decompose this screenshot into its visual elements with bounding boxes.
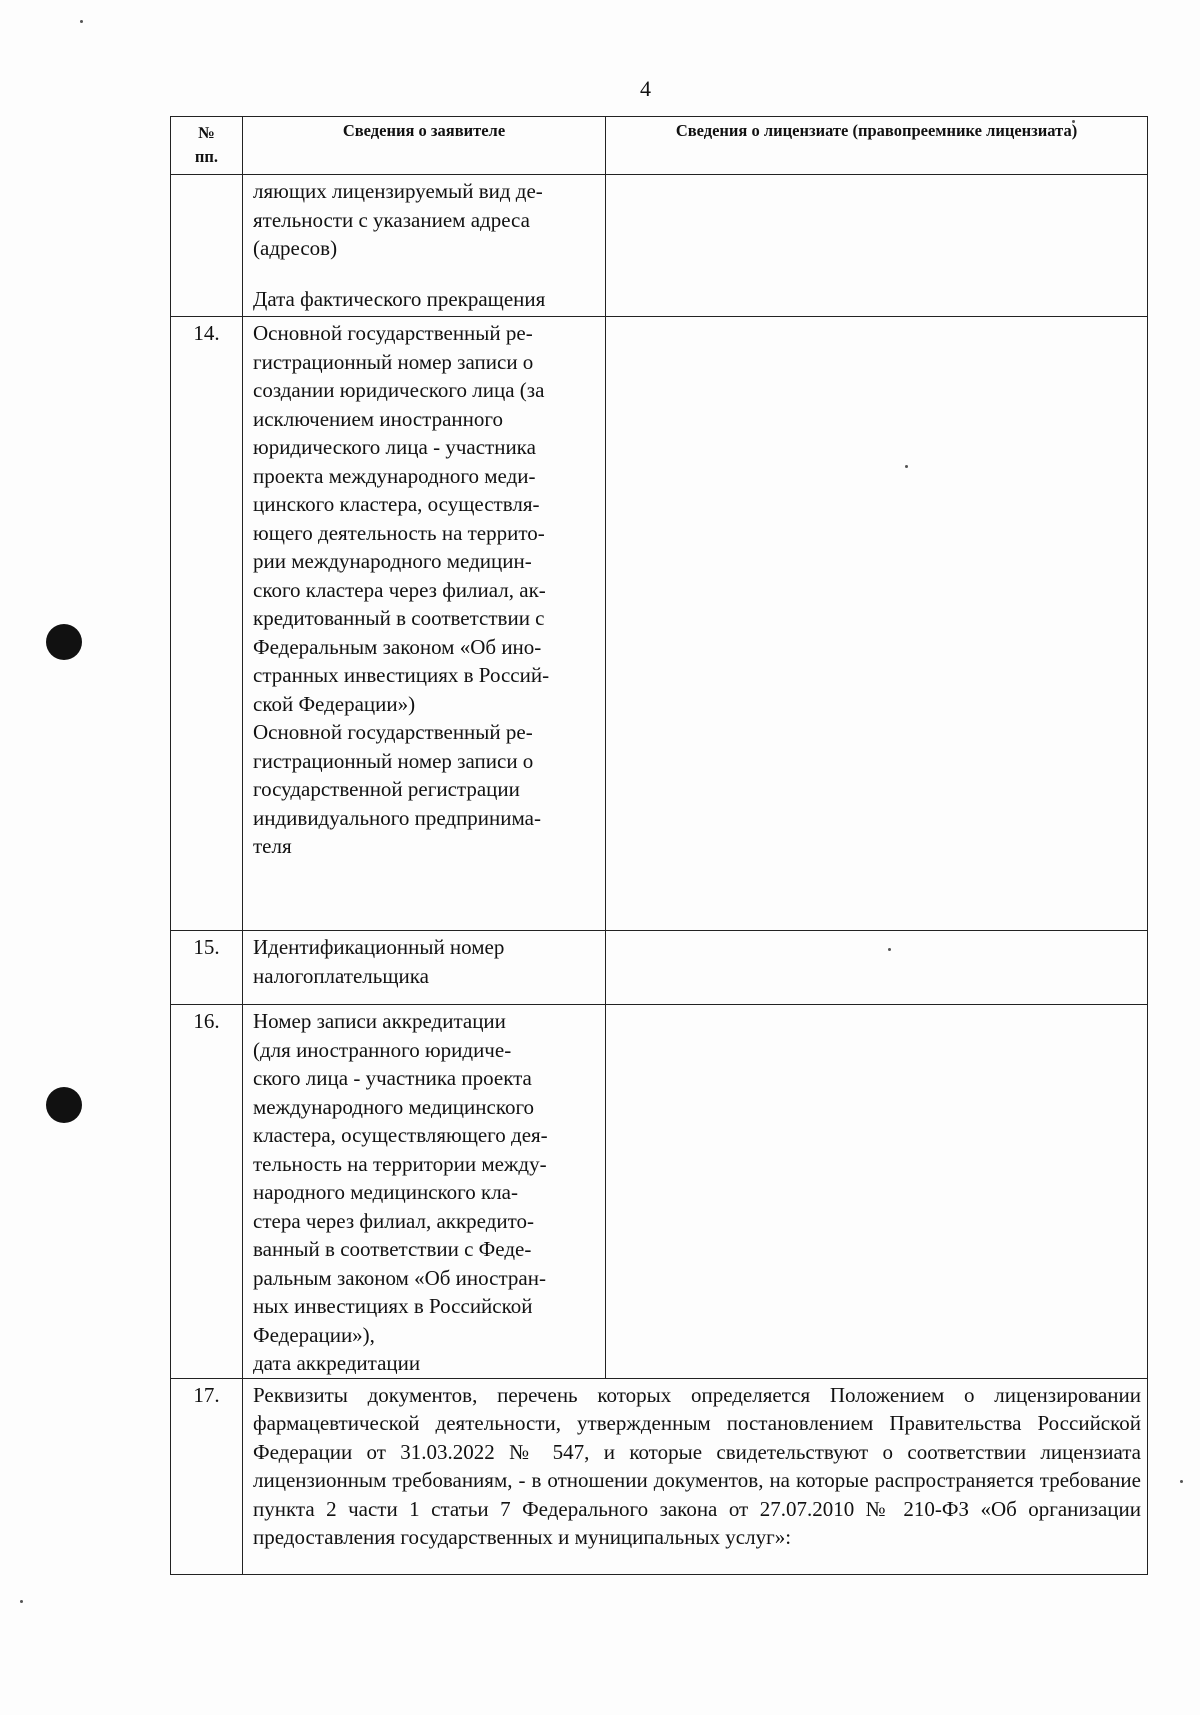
applicant-text: Дата фактического прекращения (253, 286, 546, 311)
applicant-text: Основной государственный ре- гистрационный номер записи о создании юридического лица (за исключением иностранного юридического лица - участника проекта международного меди- цинского кластера, осуществля- ющего деятельность на террито- рии международного медицин- ского кластера через филиал, ак- кредитованный в соответствии с Федеральным законом «Об ино- странных инвестициях в Россий- ской Федерации») Основной государственный ре- гистрационный номер записи о государственной регистрации индивидуального предпринима- теля (243, 317, 606, 931)
applicant-cell (243, 175, 606, 317)
punch-hole-top (46, 624, 82, 660)
page-number: 4 (640, 76, 651, 101)
table-row (171, 1378, 1148, 1574)
row-number: 15. (171, 931, 243, 1005)
header-licensee: Сведения о лицензиате (правопреемнике лицензиата) (606, 117, 1148, 175)
row-number: 17. (171, 1378, 243, 1574)
applicant-text: ляющих лицензируемый вид де- ятельности с указанием адреса (адресов) (253, 179, 543, 260)
licensee-cell (606, 931, 1148, 1005)
applicant-text: Идентификационный номер налогоплательщика (243, 931, 606, 1005)
scan-speck (1180, 1480, 1183, 1483)
table-row (171, 931, 1148, 1005)
scan-speck (20, 1600, 23, 1603)
row-number (171, 175, 243, 317)
licensee-cell (606, 317, 1148, 931)
table-row (171, 1005, 1148, 1379)
scan-speck (80, 20, 83, 23)
licensee-cell (606, 1005, 1148, 1379)
header-number: № пп. (171, 117, 243, 175)
table-header-row (171, 117, 1148, 175)
punch-hole-bottom (46, 1087, 82, 1123)
applicant-text: Номер записи аккредитации (для иностранного юридиче- ского лица - участника проекта международного медицинского кластера, осуществляющего дея- тельность на территории между- народного медицинского кла- стера через филиал, аккредито- ванный в соответствии с Феде- ральным законом «Об иностран- ных инвестициях в Российской Федерации»), дата аккредитации (243, 1005, 606, 1379)
table-row (171, 175, 1148, 317)
license-form-table (170, 116, 1148, 1575)
row-number: 16. (171, 1005, 243, 1379)
requisites-text: Реквизиты документов, перечень которых определяется Положением о лицензировании фармацевтической деятельности, утвержденным постановлением Правительства Российской Федерации от 31.03.2022 № 547, и которые свидетельствуют о соответствии лицензиата лицензионным требованиям, - в отношении документов, на которые распространяется требование пункта 2 части 1 статьи 7 Федерального закона от 27.07.2010 № 210-ФЗ «Об организации предоставления государственных и муниципальных услуг»: (243, 1378, 1148, 1574)
row-number: 14. (171, 317, 243, 931)
table-row (171, 317, 1148, 931)
licensee-cell (606, 175, 1148, 317)
header-applicant: Сведения о заявителе (243, 117, 606, 175)
